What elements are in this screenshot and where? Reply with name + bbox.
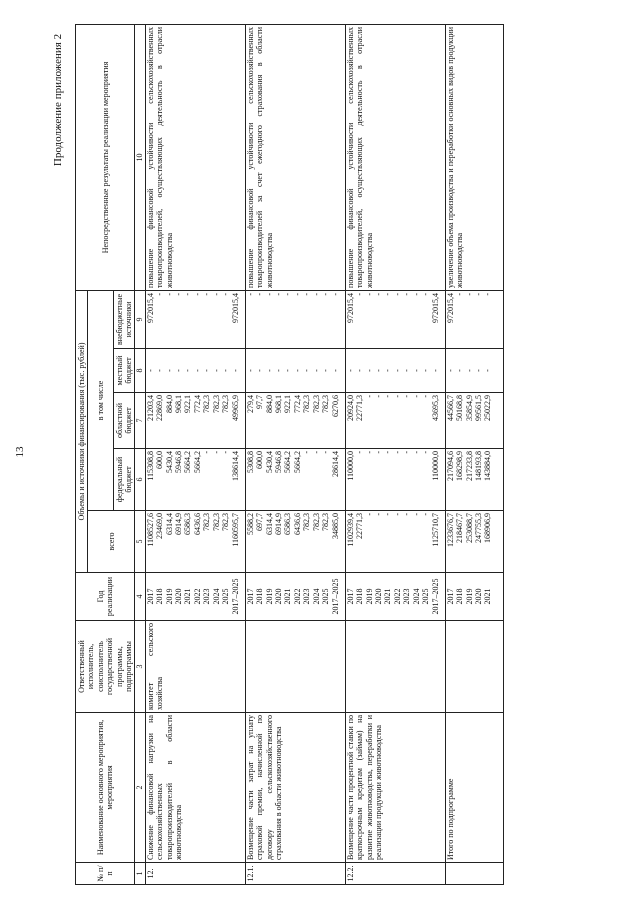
col-number: 4 xyxy=(135,573,145,621)
table-row xyxy=(345,24,445,884)
regional-amount-value: 782,3 xyxy=(321,395,331,413)
extra-amount-value: - xyxy=(421,292,431,296)
year-value: 2017 xyxy=(145,588,155,605)
page-number: 13 xyxy=(14,446,26,458)
regional-amount-value: 6270,6 xyxy=(330,395,340,417)
regional-amount-value: 782,3 xyxy=(211,395,221,413)
col-header-name: Наименование основного мероприятия, мероприятия xyxy=(76,713,135,863)
extra-amount-value: - xyxy=(355,292,365,296)
local-amount-value: - xyxy=(330,369,340,372)
row-number xyxy=(445,863,503,885)
local-amount-value: - xyxy=(364,369,374,372)
total-amount xyxy=(245,511,345,573)
regional-amount-value: - xyxy=(421,395,431,398)
regional-amount-value: 968,1 xyxy=(174,395,184,413)
total-amount-value: 697,7 xyxy=(255,513,265,531)
column-number-row xyxy=(135,24,145,884)
year-value: 2018 xyxy=(255,588,265,605)
federal-amount-value: - xyxy=(311,451,321,454)
activity-name: Итого по подпрограмме xyxy=(445,713,503,863)
year-value: 2017 xyxy=(345,588,355,605)
activity-name: Снижение финансовой нагрузки на сельскохозяйственных товаропроизводителей в области животноводства xyxy=(145,713,245,863)
local-amount-value: - xyxy=(221,369,231,372)
year-value: 2020 xyxy=(374,588,384,605)
year-value: 2019 xyxy=(464,588,474,605)
total-amount-value: 1160595,7 xyxy=(230,513,240,547)
total-amount-value: 253088,7 xyxy=(464,513,474,543)
extra-amount-value: - xyxy=(364,292,374,296)
total-amount-value: 782,3 xyxy=(321,513,331,531)
federal-amount-value: 5664,2 xyxy=(283,451,293,473)
local-amount-value: - xyxy=(383,369,393,372)
regional-amount-value: 99561,5 xyxy=(474,395,484,421)
local-amount-value: - xyxy=(264,369,274,372)
extra-amount-value: - xyxy=(411,292,421,296)
total-amount-value: 6914,9 xyxy=(174,513,184,535)
extra-amount-value: - xyxy=(402,292,412,296)
federal-amount-value: - xyxy=(202,451,212,454)
federal-amount-value: - xyxy=(421,451,431,454)
regional-amount-value: 279,4 xyxy=(245,395,255,413)
extra-amount xyxy=(145,290,245,348)
extra-amount-value: - xyxy=(192,292,202,296)
extra-amount-value: 972015,4 xyxy=(145,292,155,323)
col-header-local: местный бюджет xyxy=(113,349,135,393)
local-amount xyxy=(445,349,503,393)
federal-amount-value: 148193,8 xyxy=(474,451,484,481)
federal-amount xyxy=(445,449,503,511)
col-header-year: Год реализации xyxy=(76,573,135,621)
extra-amount-value: 972015,4 xyxy=(430,292,440,323)
col-number: 5 xyxy=(135,511,145,573)
local-amount-value: - xyxy=(421,369,431,372)
regional-amount-value: - xyxy=(411,395,421,398)
table-row xyxy=(445,24,503,884)
total-amount-value: 6314,4 xyxy=(264,513,274,535)
total-amount-value: 782,3 xyxy=(311,513,321,531)
federal-amount-value: - xyxy=(364,451,374,454)
local-amount-value: - xyxy=(483,369,493,372)
regional-amount-value: 782,3 xyxy=(221,395,231,413)
extra-amount-value: - xyxy=(174,292,184,296)
total-amount-value: 34885,0 xyxy=(330,513,340,539)
extra-amount-value: - xyxy=(221,292,231,296)
year-value: 2018 xyxy=(355,588,365,605)
year xyxy=(245,573,345,621)
col-number: 10 xyxy=(135,24,145,290)
local-amount-value: - xyxy=(230,369,240,372)
local-amount-value: - xyxy=(464,369,474,372)
regional-amount xyxy=(145,393,245,449)
local-amount-value: - xyxy=(274,369,284,372)
extra-amount-value: 972015,4 xyxy=(445,292,455,323)
extra-amount-value: - xyxy=(455,292,465,296)
executor xyxy=(345,621,445,713)
federal-amount-value: 600,0 xyxy=(255,451,265,469)
year-value: 2024 xyxy=(411,588,421,605)
local-amount xyxy=(345,349,445,393)
year-value: 2017 xyxy=(245,588,255,605)
extra-amount-value: - xyxy=(330,292,340,296)
extra-amount-value: - xyxy=(474,292,484,296)
regional-amount-value: 25022,9 xyxy=(483,395,493,421)
col-header-number: № п/п xyxy=(76,863,135,885)
local-amount-value: - xyxy=(174,369,184,372)
extra-amount-value: - xyxy=(245,292,255,296)
federal-amount-value: - xyxy=(302,451,312,454)
year-value: 2019 xyxy=(164,588,174,605)
regional-amount-value: - xyxy=(383,395,393,398)
total-amount-value: 168906,9 xyxy=(483,513,493,543)
year xyxy=(445,573,503,621)
local-amount-value: - xyxy=(311,369,321,372)
federal-amount-value: 138614,4 xyxy=(230,451,240,481)
year-value: 2017–2025 xyxy=(430,578,440,615)
executor xyxy=(245,621,345,713)
total-amount-value: 1102939,4 xyxy=(345,513,355,547)
total-amount-value: - xyxy=(392,513,402,516)
col-header-extra: внебюджетные источники xyxy=(113,290,135,348)
local-amount-value: - xyxy=(345,369,355,372)
col-number: 1 xyxy=(135,863,145,885)
local-amount-value: - xyxy=(445,369,455,372)
row-number: 12. xyxy=(145,863,245,885)
year-value: 2025 xyxy=(321,588,331,605)
extra-amount-value: - xyxy=(464,292,474,296)
regional-amount-value: 884,0 xyxy=(264,395,274,413)
regional-amount-value: 44566,7 xyxy=(445,395,455,421)
local-amount-value: - xyxy=(355,369,365,372)
year-value: 2020 xyxy=(274,588,284,605)
local-amount xyxy=(145,349,245,393)
col-number: 3 xyxy=(135,621,145,713)
extra-amount xyxy=(345,290,445,348)
local-amount-value: - xyxy=(392,369,402,372)
total-amount-value: 782,3 xyxy=(221,513,231,531)
federal-amount xyxy=(145,449,245,511)
expected-result: увеличение объема производства и переработки основных видов продукции животноводства xyxy=(445,24,503,290)
total-amount xyxy=(445,511,503,573)
total-amount-value: 6914,9 xyxy=(274,513,284,535)
total-amount-value: 6586,3 xyxy=(283,513,293,535)
federal-amount-value: - xyxy=(402,451,412,454)
year-value: 2023 xyxy=(302,588,312,605)
table-row xyxy=(145,24,245,884)
total-amount-value: 6314,4 xyxy=(164,513,174,535)
regional-amount-value: 97,7 xyxy=(255,395,265,409)
federal-amount-value: 5664,2 xyxy=(183,451,193,473)
extra-amount-value: - xyxy=(202,292,212,296)
local-amount-value: - xyxy=(155,369,165,372)
local-amount-value: - xyxy=(455,369,465,372)
regional-amount-value: - xyxy=(374,395,384,398)
col-header-including: в том числе xyxy=(88,290,113,510)
local-amount-value: - xyxy=(302,369,312,372)
regional-amount-value: 43695,3 xyxy=(430,395,440,421)
total-amount xyxy=(145,511,245,573)
year-value: 2019 xyxy=(364,588,374,605)
year-value: 2023 xyxy=(402,588,412,605)
year-value: 2021 xyxy=(383,588,393,605)
col-header-funding: Объемы и источники финансирования (тыс. рублей) xyxy=(76,290,88,572)
federal-amount-value: 110000,0 xyxy=(430,451,440,481)
year-value: 2022 xyxy=(192,588,202,605)
federal-amount-value: 28614,4 xyxy=(330,451,340,477)
year-value: 2019 xyxy=(264,588,274,605)
extra-amount-value: - xyxy=(392,292,402,296)
regional-amount-value: 922,1 xyxy=(283,395,293,413)
local-amount-value: - xyxy=(402,369,412,372)
extra-amount xyxy=(245,290,345,348)
col-header-regional: областной бюджет xyxy=(113,393,135,449)
executor xyxy=(445,621,503,713)
federal-amount-value: - xyxy=(355,451,365,454)
federal-amount-value: 5308,8 xyxy=(245,451,255,473)
year-value: 2023 xyxy=(202,588,212,605)
regional-amount-value: 20924,0 xyxy=(345,395,355,421)
regional-amount-value: 22771,3 xyxy=(355,395,365,421)
col-header-result: Непосредственные результаты реализации мероприятия xyxy=(76,24,135,290)
total-amount-value: 6586,3 xyxy=(183,513,193,535)
total-amount-value: 23469,0 xyxy=(155,513,165,539)
total-amount-value: 5588,2 xyxy=(245,513,255,535)
federal-amount-value: 5946,8 xyxy=(174,451,184,473)
regional-amount-value: 50168,8 xyxy=(455,395,465,421)
regional-amount-value: 782,3 xyxy=(202,395,212,413)
federal-amount-value: - xyxy=(211,451,221,454)
activity-name: Возмещение части затрат на уплату страховой премии, начисленной по договору сельскохозяйственного страхования в области животноводства xyxy=(245,713,345,863)
executor: комитет сельского хозяйства xyxy=(145,621,245,713)
regional-amount xyxy=(345,393,445,449)
local-amount-value: - xyxy=(430,369,440,372)
regional-amount xyxy=(445,393,503,449)
total-amount xyxy=(345,511,445,573)
col-number: 8 xyxy=(135,349,145,393)
extra-amount-value: - xyxy=(374,292,384,296)
year-value: 2020 xyxy=(174,588,184,605)
local-amount-value: - xyxy=(474,369,484,372)
local-amount-value: - xyxy=(245,369,255,372)
extra-amount-value: - xyxy=(264,292,274,296)
year-value: 2024 xyxy=(211,588,221,605)
federal-amount-value: - xyxy=(411,451,421,454)
federal-amount-value: - xyxy=(374,451,384,454)
local-amount-value: - xyxy=(192,369,202,372)
total-amount-value: 782,3 xyxy=(211,513,221,531)
extra-amount-value: - xyxy=(155,292,165,296)
total-amount-value: 782,3 xyxy=(202,513,212,531)
extra-amount-value: 972015,4 xyxy=(345,292,355,323)
extra-amount-value: - xyxy=(183,292,193,296)
federal-amount-value: 115308,8 xyxy=(145,451,155,481)
local-amount-value: - xyxy=(211,369,221,372)
total-amount-value: 1108527,6 xyxy=(145,513,155,547)
regional-amount-value: 922,1 xyxy=(183,395,193,413)
extra-amount-value: - xyxy=(311,292,321,296)
regional-amount-value: 49965,9 xyxy=(230,395,240,421)
col-header-executor: Ответственный исполнитель, соисполнитель государственной программы, подпрограммы xyxy=(76,621,135,713)
expected-result: повышение финансовой устойчивости сельскохозяйственных товаропроизводителей за счет ежегодного страхования в области животноводства xyxy=(245,24,345,290)
col-number: 6 xyxy=(135,449,145,511)
col-number: 9 xyxy=(135,290,145,348)
extra-amount-value: - xyxy=(292,292,302,296)
activity-name: Возмещение части процентной ставки по краткосрочным кредитам (займам) на развитие животноводства, переработки и реализации продукции животноводства xyxy=(345,713,445,863)
regional-amount-value: 968,1 xyxy=(274,395,284,413)
total-amount-value: 6436,6 xyxy=(292,513,302,535)
regional-amount-value: 782,3 xyxy=(311,395,321,413)
funding-table xyxy=(75,24,504,885)
federal-amount xyxy=(245,449,345,511)
year-value: 2021 xyxy=(183,588,193,605)
local-amount-value: - xyxy=(164,369,174,372)
row-number: 12.1. xyxy=(245,863,345,885)
extra-amount-value: - xyxy=(255,292,265,296)
year xyxy=(145,573,245,621)
year-value: 2025 xyxy=(221,588,231,605)
local-amount-value: - xyxy=(183,369,193,372)
local-amount-value: - xyxy=(283,369,293,372)
total-amount-value: 1125710,7 xyxy=(430,513,440,547)
row-number: 12.2. xyxy=(345,863,445,885)
extra-amount-value: - xyxy=(164,292,174,296)
extra-amount-value: - xyxy=(483,292,493,296)
col-number: 7 xyxy=(135,393,145,449)
federal-amount-value: 110000,0 xyxy=(345,451,355,481)
total-amount-value: - xyxy=(374,513,384,516)
total-amount-value: - xyxy=(411,513,421,516)
local-amount xyxy=(245,349,345,393)
total-amount-value: 6436,6 xyxy=(192,513,202,535)
regional-amount-value: - xyxy=(392,395,402,398)
col-number: 2 xyxy=(135,713,145,863)
federal-amount-value: 168298,9 xyxy=(455,451,465,481)
total-amount-value: 1233676,7 xyxy=(445,513,455,547)
year-value: 2017–2025 xyxy=(230,578,240,615)
extra-amount-value: - xyxy=(383,292,393,296)
local-amount-value: - xyxy=(145,369,155,372)
federal-amount-value: - xyxy=(321,451,331,454)
year xyxy=(345,573,445,621)
year-value: 2021 xyxy=(283,588,293,605)
federal-amount-value: - xyxy=(221,451,231,454)
extra-amount-value: - xyxy=(211,292,221,296)
year-value: 2020 xyxy=(474,588,484,605)
expected-result: повышение финансовой устойчивости сельскохозяйственных товаропроизводителей, осуществляющих деятельность в отрасли животноводства xyxy=(345,24,445,290)
year-value: 2022 xyxy=(292,588,302,605)
col-header-total: всего xyxy=(88,511,135,573)
year-value: 2021 xyxy=(483,588,493,605)
regional-amount-value: - xyxy=(364,395,374,398)
year-value: 2018 xyxy=(455,588,465,605)
col-header-federal: федеральный бюджет xyxy=(113,449,135,511)
appendix-caption: Продолжение приложения 2 xyxy=(52,33,64,167)
local-amount-value: - xyxy=(374,369,384,372)
local-amount-value: - xyxy=(292,369,302,372)
local-amount-value: - xyxy=(321,369,331,372)
table-body xyxy=(145,24,503,884)
local-amount-value: - xyxy=(202,369,212,372)
regional-amount-value: 21203,4 xyxy=(145,395,155,421)
total-amount-value: - xyxy=(383,513,393,516)
total-amount-value: - xyxy=(402,513,412,516)
year-value: 2017 xyxy=(445,588,455,605)
federal-amount-value: - xyxy=(392,451,402,454)
federal-amount-value: 5664,2 xyxy=(292,451,302,473)
regional-amount-value: 782,3 xyxy=(302,395,312,413)
expected-result: повышение финансовой устойчивости сельскохозяйственных товаропроизводителей, осуществляющих деятельность в отрасли животноводства xyxy=(145,24,245,290)
extra-amount xyxy=(445,290,503,348)
total-amount-value: - xyxy=(364,513,374,516)
federal-amount-value: 5430,4 xyxy=(164,451,174,473)
year-value: 2024 xyxy=(311,588,321,605)
rotated-table-wrapper xyxy=(75,25,605,885)
year-value: 2018 xyxy=(155,588,165,605)
regional-amount-value: 35854,9 xyxy=(464,395,474,421)
federal-amount xyxy=(345,449,445,511)
federal-amount-value: - xyxy=(383,451,393,454)
federal-amount-value: 5946,8 xyxy=(274,451,284,473)
regional-amount xyxy=(245,393,345,449)
extra-amount-value: - xyxy=(283,292,293,296)
federal-amount-value: 600,0 xyxy=(155,451,165,469)
year-value: 2017–2025 xyxy=(330,578,340,615)
year-value: 2022 xyxy=(392,588,402,605)
total-amount-value: 218467,7 xyxy=(455,513,465,543)
extra-amount-value: - xyxy=(321,292,331,296)
extra-amount-value: 972015,4 xyxy=(230,292,240,323)
regional-amount-value: 772,4 xyxy=(192,395,202,413)
total-amount-value: 247755,3 xyxy=(474,513,484,543)
table-row xyxy=(245,24,345,884)
regional-amount-value: - xyxy=(402,395,412,398)
federal-amount-value: 217094,6 xyxy=(445,451,455,481)
regional-amount-value: 22869,0 xyxy=(155,395,165,421)
federal-amount-value: 217233,8 xyxy=(464,451,474,481)
total-amount-value: 22771,3 xyxy=(355,513,365,539)
federal-amount-value: 5430,4 xyxy=(264,451,274,473)
regional-amount-value: 772,4 xyxy=(292,395,302,413)
local-amount-value: - xyxy=(255,369,265,372)
federal-amount-value: 5664,2 xyxy=(192,451,202,473)
extra-amount-value: - xyxy=(274,292,284,296)
federal-amount-value: 143884,0 xyxy=(483,451,493,481)
extra-amount-value: - xyxy=(302,292,312,296)
total-amount-value: - xyxy=(421,513,431,516)
local-amount-value: - xyxy=(411,369,421,372)
year-value: 2025 xyxy=(421,588,431,605)
regional-amount-value: 884,0 xyxy=(164,395,174,413)
total-amount-value: 782,3 xyxy=(302,513,312,531)
